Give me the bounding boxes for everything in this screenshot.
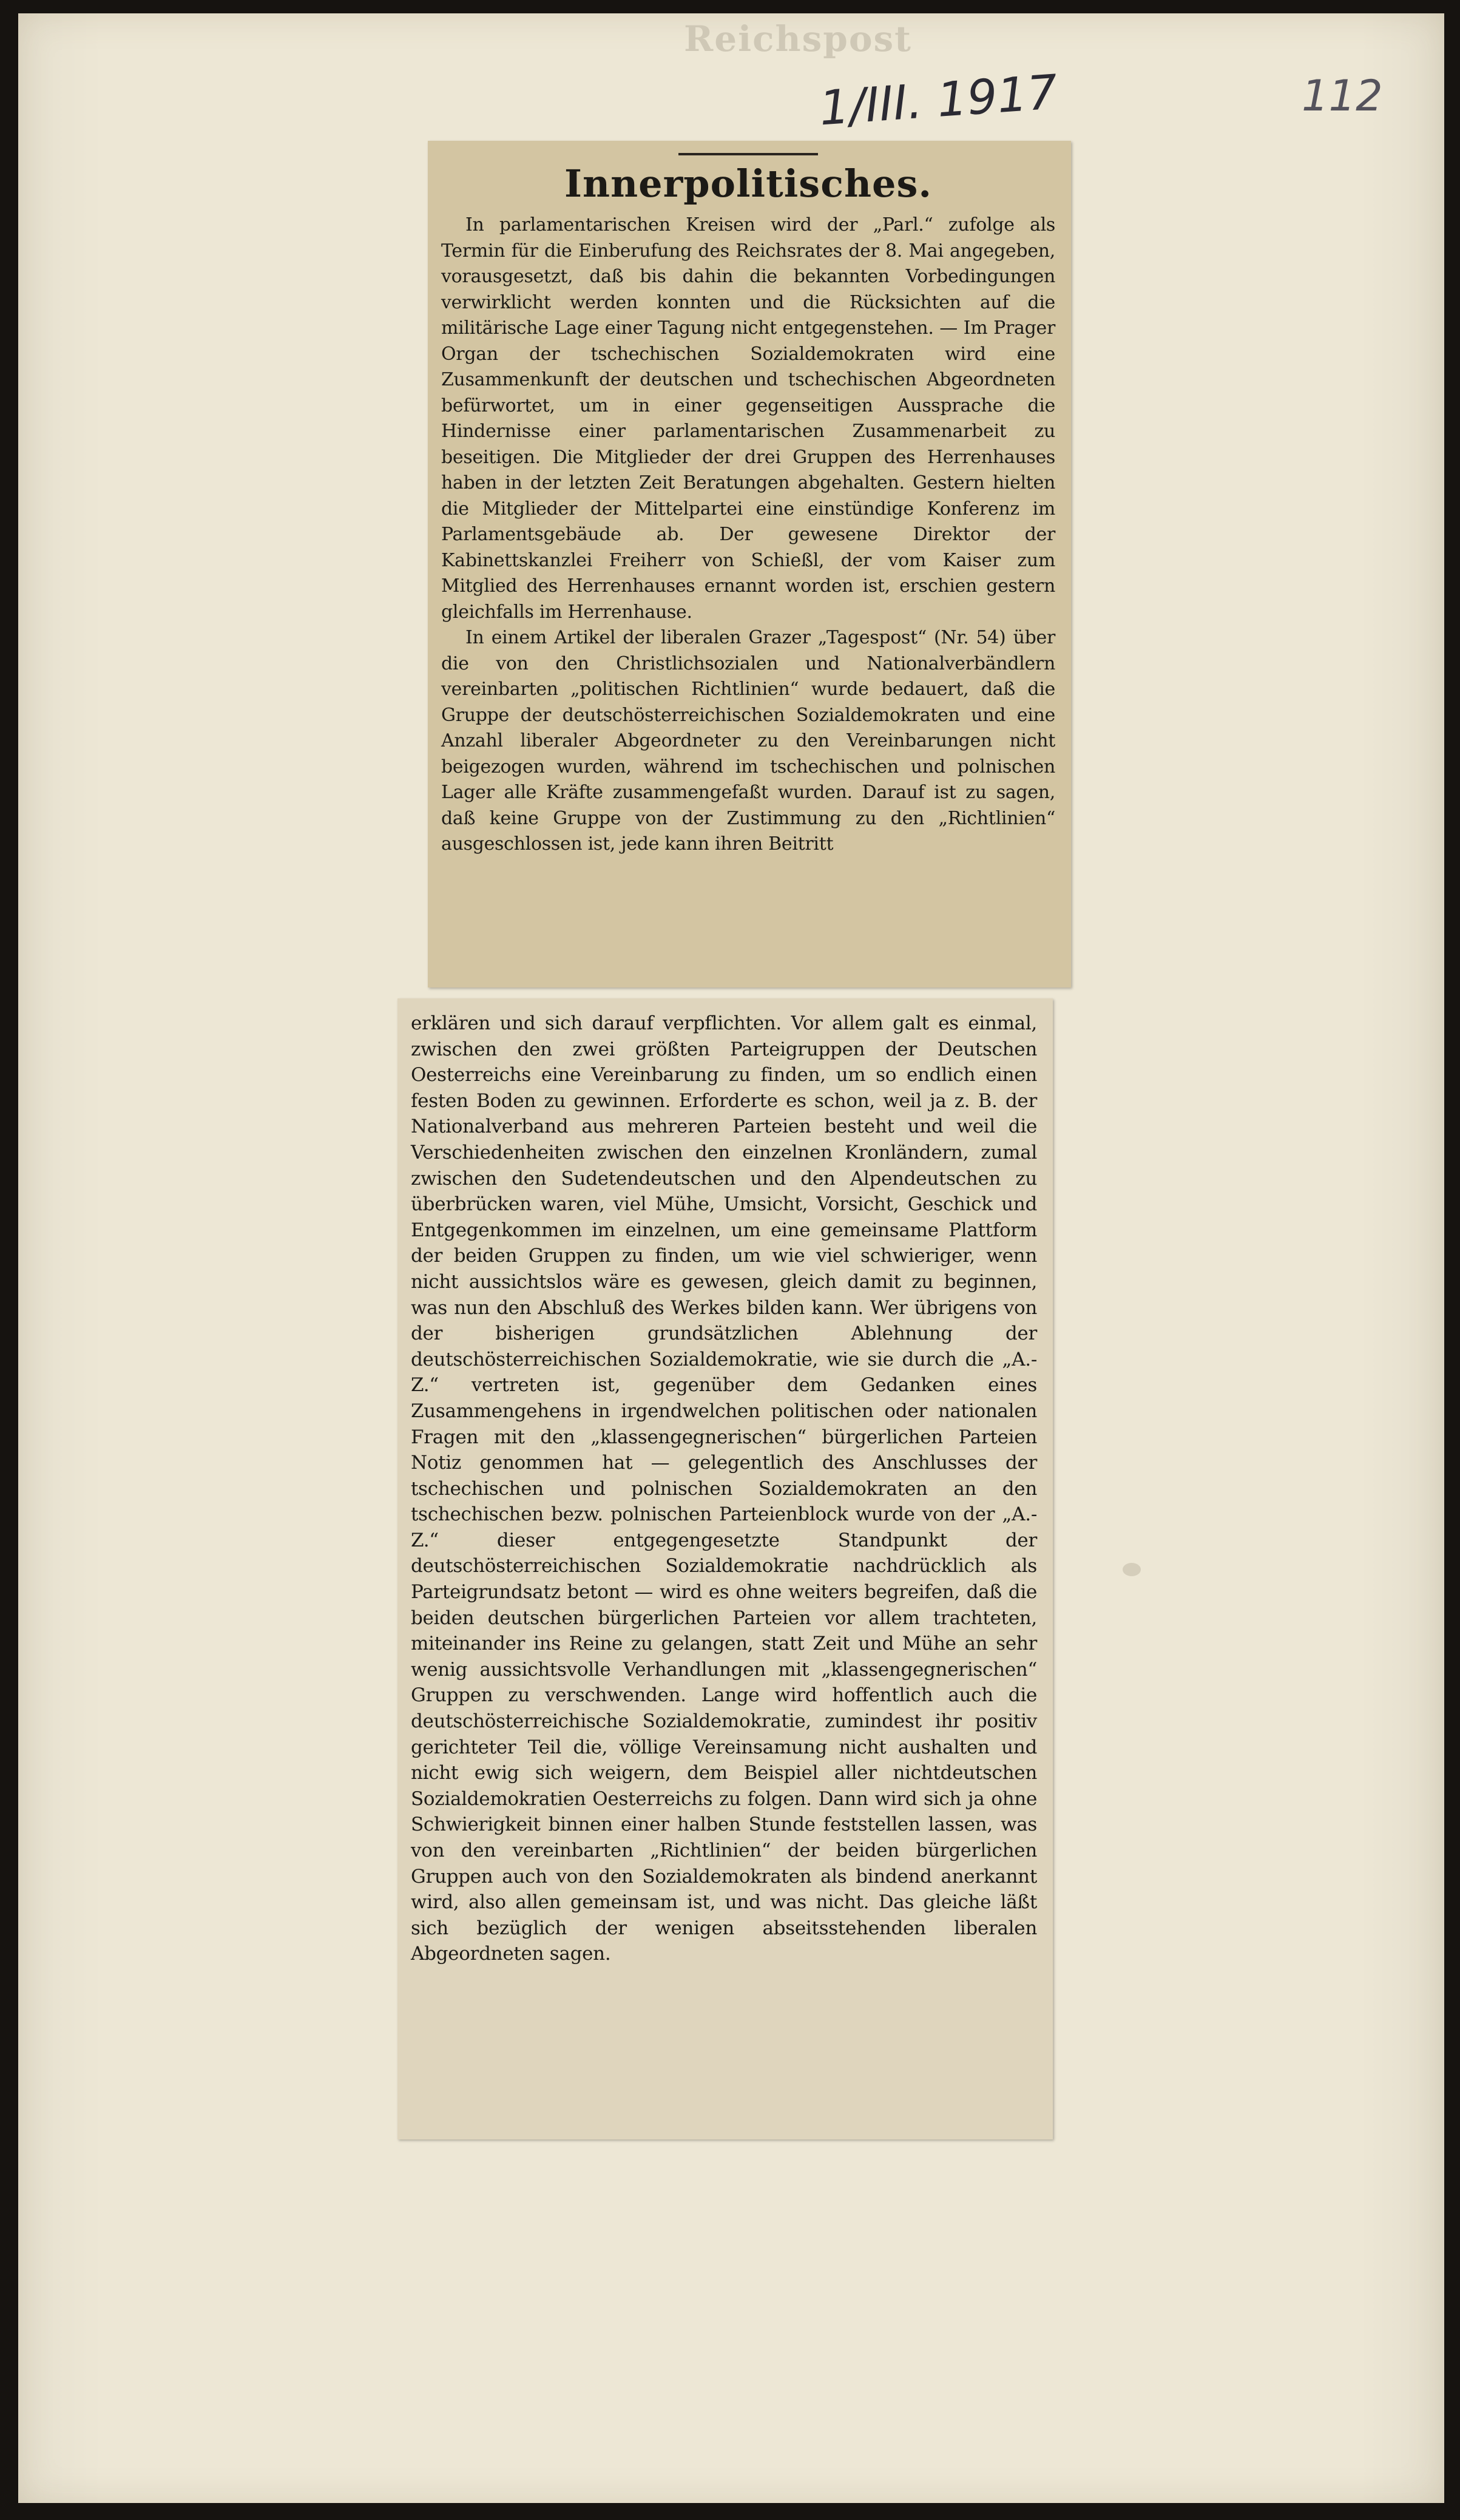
- article-paragraph-2: In einem Artikel der liberalen Grazer „Tagespost“ (Nr. 54) über die von den Christlichsozialen und Nationalverbändlern vereinbarten „politischen Richtlinien“ wurde bedauert, daß die Gruppe der deutschösterreichischen Sozialdemokraten und eine Anzahl liberaler Abgeordneter zu den Vereinbarungen nicht beigezogen wurden, während im tschechischen und polnischen Lager alle Kräfte zusammengefaßt wurden. Darauf ist zu sagen, daß keine Gruppe von der Zustimmung zu den „Richtlinien“ ausgeschlossen ist, jede kann ihren Beitritt: [441, 627, 1055, 855]
- page-number: 112: [1302, 71, 1383, 121]
- handwritten-date: 1/III. 1917: [817, 65, 1060, 137]
- newspaper-stamp: Reichspost: [684, 18, 912, 59]
- article-paragraph-1: In parlamentarischen Kreisen wird der „Parl.“ zufolge als Termin für die Einberufung des Reichsrates der 8. Mai angegeben, vorausgesetzt, daß bis dahin die bekannten Vorbedingungen verwirklicht werden konnten und die Rücksichten auf die militärische Lage einer Tagung nicht entgegenstehen. — Im Prager Organ der tschechischen Sozialdemokraten wird eine Zusammenkunft der deutschen und tschechischen Abgeordneten befürwortet, um in einer gegenseitigen Aussprache die Hindernisse einer parlamentarischen Zusammenarbeit zu beseitigen. Die Mitglieder der drei Gruppen des Herrenhauses haben in der letzten Zeit Beratungen abgehalten. Gestern hielten die Mitglieder der Mittelpartei eine einstündige Konferenz im Parlamentsgebäude ab. Der gewesene Direktor der Kabinettskanzlei Freiherr von Schießl, der vom Kaiser zum Mitglied des Herrenhauses ernannt worden ist, erschien gestern gleichfalls im Herrenhause.: [441, 214, 1055, 623]
- paper-smudge: [1123, 1563, 1141, 1576]
- headline-rule: [678, 153, 818, 155]
- article-continuation: erklären und sich darauf verpflichten. Vor allem galt es einmal, zwischen den zwei größten Parteigruppen der Deutschen Oesterreichs eine Vereinbarung zu finden, um so endlich einen festen Boden zu gewinnen. Erforderte es schon, weil ja z. B. der Nationalverband aus mehreren Parteien besteht und weil die Verschiedenheiten zwischen den einzelnen Kronländern, zumal zwischen den Sudetendeutschen und den Alpendeutschen zu überbrücken waren, viel Mühe, Umsicht, Vorsicht, Geschick und Entgegenkommen im einzelnen, um eine gemeinsame Plattform der beiden Gruppen zu finden, um wie viel schwieriger, wenn nicht aussichtslos wäre es gewesen, gleich damit zu beginnen, was nun den Abschluß des Werkes bilden kann. Wer übrigens von der bisherigen grundsätzlichen Ablehnung der deutschösterreichischen Sozialdemokratie, wie sie durch die „A.-Z.“ vertreten ist, gegenüber dem Gedanken eines Zusammengehens in irgendwelchen politischen oder nationalen Fragen mit den „klassengegnerischen“ bürgerlichen Parteien Notiz genommen hat — gelegentlich des Anschlusses der tschechischen und polnischen Sozialdemokraten an den tschechischen bezw. polnischen Parteienblock wurde von der „A.-Z.“ dieser entgegengesetzte Standpunkt der deutschösterreichischen Sozialdemokratie nachdrücklich als Parteigrundsatz betont — wird es ohne weiters begreifen, daß die beiden deutschen bürgerlichen Parteien vor allem trachteten, miteinander ins Reine zu gelangen, statt Zeit und Mühe an sehr wenig aussichtsvolle Verhandlungen mit „klassengegnerischen“ Gruppen zu verschwenden. Lange wird hoffentlich auch die deutschösterreichische Sozialdemokratie, zumindest ihr positiv gerichteter Teil die, völlige Vereinsamung nicht aushalten und nicht ewig sich weigern, dem Beispiel aller nichtdeutschen Sozialdemokratien Oesterreichs zu folgen. Dann wird sich ja ohne Schwierigkeit binnen einer halben Stunde feststellen lassen, was von den vereinbarten „Richtlinien“ der beiden bürgerlichen Gruppen auch von den Sozialdemokraten als bindend anerkannt wird, also allen gemeinsam ist, und was nicht. Das gleiche läßt sich bezüglich der wenigen abseitsstehenden liberalen Abgeordneten sagen.: [411, 1012, 1037, 1965]
- newspaper-clipping-bottom: [397, 998, 1053, 2139]
- newspaper-clipping-top: [428, 141, 1071, 987]
- article-headline: Innerpolitisches.: [564, 161, 932, 206]
